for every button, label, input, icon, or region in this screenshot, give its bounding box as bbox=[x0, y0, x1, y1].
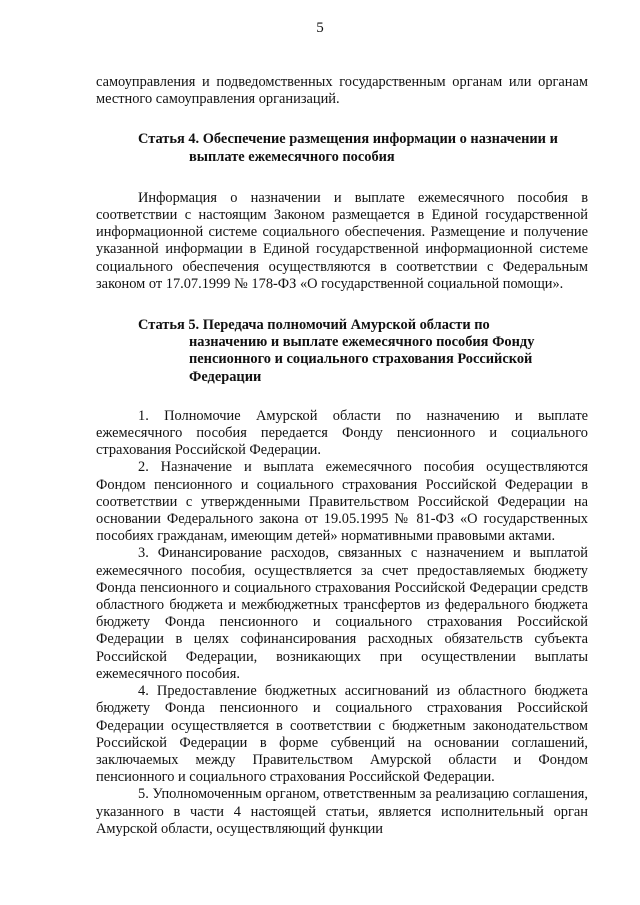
article-5-heading bbox=[96, 317, 588, 386]
intro-paragraph: самоуправления и подведомственных государственным органам или органам местного самоуправления организаций. bbox=[96, 74, 588, 108]
article-5-paragraph-1: 1. Полномочие Амурской области по назначению и выплате ежемесячного пособия передается Фонду пенсионного и социального страхования Российской Федерации. bbox=[96, 407, 588, 459]
article-5-title-line: назначению и выплате ежемесячного пособия Фонду bbox=[189, 334, 535, 351]
page-number: 5 bbox=[316, 20, 324, 36]
article-4-title-line: Статья 4. Обеспечение размещения информации о назначении и bbox=[138, 131, 558, 148]
article-5-title-line: Федерации bbox=[189, 368, 262, 385]
article-5-paragraph-5: 5. Уполномоченным органом, ответственным за реализацию соглашения, указанного в части 4 настоящей статьи, является исполнительный орган Амурской области, осуществляющий функции bbox=[96, 786, 588, 837]
document-body bbox=[96, 74, 588, 838]
article-5-paragraph-4: 4. Предоставление бюджетных ассигнований из областного бюджета бюджету Фонда пенсионного и социального страхования Российской Федерации осуществляется в соответствии с бюджетным законодательством Российской Федерации в форме субвенций на основании соглашений, заключаемых между Правительством Амурской области и Фондом пенсионного и социального страхования Российской Федерации. bbox=[96, 683, 588, 786]
article-4-paragraph: Информация о назначении и выплате ежемесячного пособия в соответствии с настоящим Законом размещается в Единой государственной информационной системе социального обеспечения. Размещение и получение указанной информации в Единой государственной информационной системе социального обеспечения осуществляются в соответствии с Федеральным законом от 17.07.1999 № 178-ФЗ «О государственной социальной помощи». bbox=[96, 189, 588, 292]
article-4-heading bbox=[96, 131, 588, 165]
article-4-title-line: выплате ежемесячного пособия bbox=[189, 148, 395, 165]
article-5-paragraph-3: 3. Финансирование расходов, связанных с назначением и выплатой ежемесячного пособия, осуществляется за счет предоставляемых бюджету Фонда пенсионного и социального страхования Российской Федерации средств областного бюджета и межбюджетных трансфертов из федерального бюджета бюджету Фонда пенсионного и социального страхования Российской Федерации в целях софинансирования расходных обязательств субъекта Российской Федерации, возникающих при осуществлении выплаты ежемесячного пособия. bbox=[96, 545, 588, 682]
article-5-paragraph-2: 2. Назначение и выплата ежемесячного пособия осуществляются Фондом пенсионного и социального страхования Российской Федерации в соответствии с утвержденными Правительством Российской Федерации на основании Федерального закона от 19.05.1995 № 81-ФЗ «О государственных пособиях гражданам, имеющим детей» нормативными правовыми актами. bbox=[96, 459, 588, 545]
article-5-title-line: пенсионного и социального страхования Российской bbox=[189, 351, 533, 368]
article-5-title-line: Статья 5. Передача полномочий Амурской области по bbox=[138, 317, 490, 334]
